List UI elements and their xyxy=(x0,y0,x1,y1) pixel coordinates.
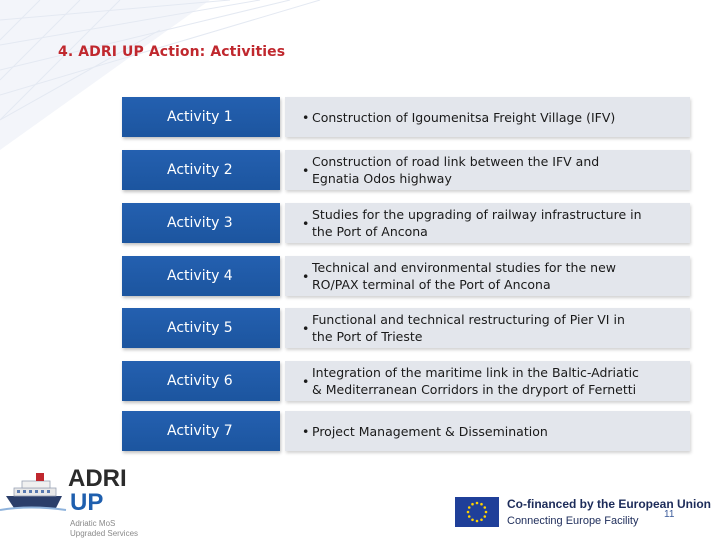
svg-text:Adriatic MoS: Adriatic MoS xyxy=(70,519,116,528)
description-line: Functional and technical restructuring of Pier VI in xyxy=(312,312,625,327)
eu-funding-block xyxy=(455,495,720,540)
activity-label: Activity 6 xyxy=(122,361,280,401)
activity-description xyxy=(285,150,690,190)
bullet-icon: • xyxy=(302,215,310,231)
bullet-icon: • xyxy=(302,162,310,178)
activity-description-text xyxy=(312,311,625,345)
description-line: Egnatia Odos highway xyxy=(312,171,452,186)
adri-up-logo xyxy=(0,458,160,540)
description-line: the Port of Trieste xyxy=(312,329,423,344)
ferry-ship-icon xyxy=(0,458,160,540)
activity-description xyxy=(285,411,690,451)
svg-text:ADRI: ADRI xyxy=(68,465,127,492)
activity-description xyxy=(285,97,690,137)
activity-label: Activity 5 xyxy=(122,308,280,348)
bullet-icon: • xyxy=(302,423,310,439)
description-line: & Mediterranean Corridors in the dryport of Fernetti xyxy=(312,382,637,397)
bullet-icon: • xyxy=(302,373,310,389)
description-line: Project Management & Dissemination xyxy=(312,423,548,439)
description-line: RO/PAX terminal of the Port of Ancona xyxy=(312,277,551,292)
activity-description-text xyxy=(312,259,616,293)
description-line: Integration of the maritime link in the Baltic-Adriatic xyxy=(312,365,639,380)
bullet-icon: • xyxy=(302,109,310,125)
activity-description-text xyxy=(312,153,599,187)
page-number: 11 xyxy=(664,509,675,520)
activity-label: Activity 3 xyxy=(122,203,280,243)
bullet-icon: • xyxy=(302,268,310,284)
slide-title: 4. ADRI UP Action: Activities xyxy=(58,44,286,60)
description-line: Construction of Igoumenitsa Freight Village (IFV) xyxy=(312,109,616,125)
eu-flag-icon xyxy=(455,497,499,527)
activity-description xyxy=(285,203,690,243)
bullet-icon: • xyxy=(302,320,310,336)
description-line: Technical and environmental studies for the new xyxy=(312,260,616,275)
cofinanced-text: Co-financed by the European Union xyxy=(507,497,712,511)
activity-label: Activity 7 xyxy=(122,411,280,451)
cef-text: Connecting Europe Facility xyxy=(507,515,639,527)
activity-description-text xyxy=(312,364,639,398)
activity-description xyxy=(285,308,690,348)
activity-label: Activity 1 xyxy=(122,97,280,137)
description-line: the Port of Ancona xyxy=(312,224,428,239)
activity-description-text xyxy=(312,206,642,240)
description-line: Construction of road link between the IFV and xyxy=(312,154,600,169)
svg-text:UP: UP xyxy=(70,489,104,516)
description-line: Studies for the upgrading of railway infrastructure in xyxy=(312,207,642,222)
activity-label: Activity 4 xyxy=(122,256,280,296)
svg-text:Upgraded Services: Upgraded Services xyxy=(70,529,139,538)
activity-description-text xyxy=(312,109,615,126)
activity-description-text xyxy=(312,423,548,440)
activity-description xyxy=(285,256,690,296)
activity-label: Activity 2 xyxy=(122,150,280,190)
activity-description xyxy=(285,361,690,401)
